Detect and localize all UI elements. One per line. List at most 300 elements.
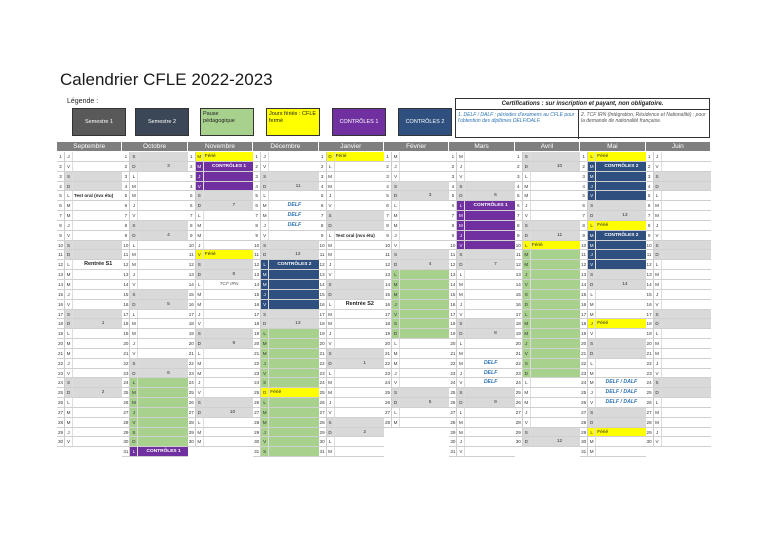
day-letter: S bbox=[327, 211, 335, 220]
day-number: 14 bbox=[646, 281, 652, 287]
day-number: 31 bbox=[319, 449, 325, 455]
day-letter: D bbox=[457, 329, 465, 338]
day-row bbox=[449, 428, 514, 438]
day-number: 21 bbox=[123, 350, 129, 356]
day-letter: M bbox=[196, 290, 204, 299]
day-letter: M bbox=[261, 280, 269, 289]
day-event bbox=[662, 211, 711, 220]
day-number: 6 bbox=[580, 201, 588, 210]
day-row bbox=[449, 319, 514, 329]
day-letter: D bbox=[457, 398, 465, 407]
day-number: 28 bbox=[450, 419, 456, 425]
day-number: 7 bbox=[253, 211, 261, 220]
day-letter: S bbox=[523, 359, 531, 368]
day-letter: S bbox=[196, 398, 204, 407]
day-row bbox=[57, 339, 122, 349]
day-row bbox=[384, 162, 449, 172]
day-event bbox=[596, 280, 645, 289]
day-number: 2 bbox=[515, 162, 523, 171]
day-letter: D bbox=[65, 319, 73, 328]
day-number: 3 bbox=[646, 172, 654, 181]
day-number: 24 bbox=[188, 380, 194, 386]
day-row bbox=[646, 418, 711, 428]
day-event bbox=[465, 152, 514, 161]
day-row bbox=[122, 359, 187, 369]
month-header: Mai bbox=[580, 142, 645, 151]
day-number: 24 bbox=[254, 380, 260, 386]
day-letter: L bbox=[327, 437, 335, 446]
month-column bbox=[580, 152, 645, 457]
day-event bbox=[465, 172, 514, 181]
day-letter: J bbox=[588, 182, 596, 191]
day-number: 2 bbox=[580, 162, 588, 171]
day-letter: J bbox=[261, 152, 269, 161]
day-letter: M bbox=[523, 329, 531, 338]
day-number: 26 bbox=[57, 400, 64, 406]
day-event bbox=[269, 349, 318, 358]
day-row bbox=[515, 211, 580, 221]
day-row bbox=[449, 211, 514, 221]
day-letter: V bbox=[65, 231, 73, 240]
day-event bbox=[138, 182, 187, 191]
day-row bbox=[253, 428, 318, 438]
day-letter: L bbox=[392, 408, 400, 417]
day-row bbox=[319, 270, 384, 280]
day-number: 16 bbox=[319, 301, 325, 307]
day-letter: D bbox=[130, 231, 138, 240]
day-row bbox=[384, 280, 449, 290]
day-event bbox=[204, 349, 253, 358]
day-row bbox=[122, 250, 187, 260]
day-number: 23 bbox=[188, 370, 194, 376]
day-event: CONTRÔLES 1 bbox=[465, 201, 514, 210]
day-row bbox=[253, 290, 318, 300]
day-letter: V bbox=[654, 369, 662, 378]
day-letter: M bbox=[523, 319, 531, 328]
day-event: Test oral (nvx étu) bbox=[74, 193, 114, 199]
day-letter: M bbox=[654, 270, 662, 279]
day-row bbox=[384, 398, 449, 408]
day-letter: D bbox=[65, 388, 73, 397]
day-row bbox=[515, 369, 580, 379]
day-event bbox=[73, 241, 122, 250]
day-number: 19 bbox=[57, 331, 64, 337]
week-number: 4 bbox=[167, 232, 170, 238]
day-row bbox=[646, 398, 711, 408]
day-number: 1 bbox=[253, 152, 261, 161]
day-letter: V bbox=[588, 398, 596, 407]
day-event bbox=[138, 437, 187, 446]
day-letter: M bbox=[327, 388, 335, 397]
day-row bbox=[122, 418, 187, 428]
day-row bbox=[449, 231, 514, 241]
day-letter: V bbox=[65, 300, 73, 309]
day-letter: D bbox=[523, 231, 531, 240]
day-letter: V bbox=[261, 300, 269, 309]
day-row bbox=[319, 182, 384, 192]
day-letter: M bbox=[130, 191, 138, 200]
day-number: 5 bbox=[188, 191, 196, 200]
day-letter: V bbox=[196, 250, 204, 259]
day-number: 18 bbox=[384, 321, 391, 327]
month-header: Octobre bbox=[122, 142, 187, 151]
day-number: 19 bbox=[319, 331, 325, 337]
day-letter: M bbox=[392, 418, 400, 427]
day-row bbox=[384, 182, 449, 192]
day-number: 26 bbox=[188, 400, 194, 406]
day-event bbox=[662, 319, 711, 328]
day-number: 25 bbox=[384, 390, 391, 396]
day-event: TCF IRN bbox=[219, 281, 239, 287]
day-number: 24 bbox=[646, 380, 652, 386]
day-event bbox=[269, 398, 318, 407]
day-number: 2 bbox=[449, 162, 457, 171]
day-row bbox=[57, 172, 122, 182]
day-number: 22 bbox=[646, 360, 652, 366]
day-letter: S bbox=[457, 388, 465, 397]
day-event bbox=[465, 191, 514, 200]
day-letter: V bbox=[457, 241, 465, 250]
day-event bbox=[531, 300, 580, 309]
day-letter: D bbox=[523, 369, 531, 378]
day-row bbox=[580, 211, 645, 221]
day-row bbox=[253, 310, 318, 320]
day-row bbox=[515, 290, 580, 300]
day-number: 27 bbox=[450, 409, 456, 415]
day-row bbox=[580, 428, 645, 438]
day-row bbox=[580, 437, 645, 447]
day-letter: L bbox=[130, 241, 138, 250]
day-event bbox=[73, 290, 122, 299]
day-event bbox=[662, 280, 711, 289]
day-row bbox=[449, 398, 514, 408]
day-event bbox=[531, 290, 580, 299]
day-number: 7 bbox=[57, 211, 65, 220]
day-row bbox=[188, 339, 253, 349]
day-row bbox=[646, 221, 711, 231]
day-number: 24 bbox=[581, 380, 587, 386]
day-number: 22 bbox=[188, 360, 194, 366]
day-event bbox=[138, 369, 187, 378]
day-event: Férié bbox=[204, 152, 253, 161]
day-row bbox=[580, 241, 645, 251]
day-row bbox=[449, 290, 514, 300]
day-event bbox=[662, 388, 711, 397]
day-event bbox=[596, 447, 645, 456]
day-row bbox=[122, 349, 187, 359]
day-letter: M bbox=[196, 152, 204, 161]
day-event bbox=[531, 182, 580, 191]
month-column bbox=[449, 152, 514, 457]
day-letter: V bbox=[654, 437, 662, 446]
day-event bbox=[662, 428, 711, 437]
day-event bbox=[400, 310, 449, 319]
day-number: 10 bbox=[254, 242, 260, 248]
day-row bbox=[253, 359, 318, 369]
day-row bbox=[515, 172, 580, 182]
day-number: 20 bbox=[581, 341, 587, 347]
day-letter: M bbox=[523, 398, 531, 407]
day-event bbox=[269, 172, 318, 181]
day-number: 27 bbox=[57, 409, 64, 415]
week-number: 10 bbox=[229, 409, 236, 415]
day-event bbox=[269, 437, 318, 446]
day-number: 8 bbox=[384, 221, 392, 230]
week-number: 9 bbox=[494, 400, 497, 406]
day-letter: M bbox=[654, 418, 662, 427]
day-row bbox=[319, 349, 384, 359]
day-number: 14 bbox=[319, 281, 325, 287]
day-letter: J bbox=[523, 270, 531, 279]
day-row bbox=[188, 221, 253, 231]
day-event bbox=[596, 437, 645, 446]
day-number: 31 bbox=[450, 449, 456, 455]
day-letter: J bbox=[196, 310, 204, 319]
day-letter: S bbox=[261, 310, 269, 319]
day-number: 11 bbox=[253, 250, 261, 259]
day-event bbox=[204, 300, 253, 309]
day-event bbox=[138, 310, 187, 319]
certifications-tcf: 2. TCF IRN (Intégration, Résidence et Nationalité) : pour la demande de nationalité française. bbox=[581, 112, 706, 125]
day-row bbox=[122, 388, 187, 398]
day-row bbox=[57, 300, 122, 310]
day-event bbox=[269, 428, 318, 437]
day-number: 3 bbox=[188, 172, 196, 181]
day-number: 23 bbox=[384, 370, 391, 376]
day-number: 18 bbox=[319, 321, 325, 327]
day-row bbox=[188, 329, 253, 339]
day-event bbox=[269, 191, 318, 200]
day-event bbox=[335, 418, 384, 427]
day-letter: D bbox=[588, 418, 596, 427]
day-event bbox=[596, 418, 645, 427]
week-number: 5 bbox=[167, 301, 170, 307]
day-row bbox=[319, 428, 384, 438]
day-event: DELF / DALF bbox=[605, 379, 638, 386]
day-row bbox=[580, 398, 645, 408]
day-event bbox=[400, 221, 449, 230]
day-letter: J bbox=[130, 201, 138, 210]
day-row bbox=[515, 388, 580, 398]
day-row bbox=[646, 388, 711, 398]
day-letter: L bbox=[457, 339, 465, 348]
day-number: 16 bbox=[450, 301, 456, 307]
day-letter: M bbox=[588, 369, 596, 378]
day-row bbox=[646, 231, 711, 241]
day-event bbox=[400, 408, 449, 417]
day-row bbox=[515, 152, 580, 162]
day-number: 21 bbox=[188, 350, 194, 356]
day-row bbox=[57, 241, 122, 251]
day-row bbox=[449, 221, 514, 231]
day-event bbox=[204, 359, 253, 368]
day-event bbox=[400, 388, 449, 397]
day-number: 17 bbox=[319, 311, 325, 317]
day-row bbox=[253, 388, 318, 398]
day-event: DELF bbox=[287, 212, 302, 219]
day-letter: D bbox=[196, 408, 204, 417]
day-row bbox=[122, 408, 187, 418]
day-row bbox=[515, 280, 580, 290]
day-row bbox=[188, 231, 253, 241]
day-event bbox=[596, 211, 645, 220]
day-number: 10 bbox=[450, 242, 456, 248]
day-number: 19 bbox=[123, 331, 129, 337]
day-letter: S bbox=[65, 172, 73, 181]
day-letter: J bbox=[654, 428, 662, 437]
day-letter: M bbox=[65, 280, 73, 289]
day-letter: J bbox=[654, 359, 662, 368]
day-number: 16 bbox=[515, 301, 521, 307]
day-row bbox=[253, 231, 318, 241]
day-row bbox=[384, 418, 449, 428]
day-number: 13 bbox=[450, 272, 456, 278]
day-letter: D bbox=[130, 369, 138, 378]
day-row bbox=[319, 339, 384, 349]
day-letter: J bbox=[130, 270, 138, 279]
day-letter: M bbox=[457, 349, 465, 358]
day-number: 27 bbox=[319, 409, 325, 415]
day-letter: V bbox=[327, 201, 335, 210]
day-event bbox=[400, 290, 449, 299]
day-letter: S bbox=[523, 428, 531, 437]
day-letter: L bbox=[392, 339, 400, 348]
day-event bbox=[596, 250, 645, 259]
week-number: 12 bbox=[295, 252, 301, 258]
day-number: 22 bbox=[319, 360, 325, 366]
day-number: 17 bbox=[646, 311, 652, 317]
day-number: 29 bbox=[646, 429, 652, 435]
day-number: 10 bbox=[123, 242, 129, 248]
day-event bbox=[662, 378, 711, 387]
day-row bbox=[188, 428, 253, 438]
day-row bbox=[122, 260, 187, 270]
day-letter: M bbox=[261, 201, 269, 210]
day-row bbox=[188, 378, 253, 388]
day-letter: V bbox=[654, 231, 662, 240]
day-letter: S bbox=[523, 152, 531, 161]
day-letter: M bbox=[523, 250, 531, 259]
day-number: 22 bbox=[123, 360, 129, 366]
day-event bbox=[400, 418, 449, 427]
day-number: 2 bbox=[646, 162, 654, 171]
day-number: 10 bbox=[515, 242, 521, 248]
day-row bbox=[515, 270, 580, 280]
day-event bbox=[465, 182, 514, 191]
day-number: 8 bbox=[319, 221, 327, 230]
day-event bbox=[400, 260, 449, 269]
day-letter: V bbox=[457, 378, 465, 387]
day-event bbox=[73, 388, 122, 397]
day-letter: J bbox=[392, 369, 400, 378]
day-number: 18 bbox=[123, 321, 129, 327]
day-letter: V bbox=[196, 388, 204, 397]
day-number: 2 bbox=[253, 162, 261, 171]
day-number: 10 bbox=[188, 242, 194, 248]
day-row bbox=[253, 349, 318, 359]
day-letter: D bbox=[327, 221, 335, 230]
day-number: 9 bbox=[384, 231, 392, 240]
day-number: 24 bbox=[123, 380, 129, 386]
day-row bbox=[384, 329, 449, 339]
day-event bbox=[335, 437, 384, 446]
day-number: 8 bbox=[253, 221, 261, 230]
day-row bbox=[449, 182, 514, 192]
day-event bbox=[269, 241, 318, 250]
day-letter: S bbox=[196, 329, 204, 338]
day-event bbox=[138, 418, 187, 427]
day-number: 12 bbox=[450, 262, 456, 268]
day-row bbox=[515, 359, 580, 369]
day-letter: V bbox=[588, 260, 596, 269]
day-number: 25 bbox=[188, 390, 194, 396]
day-event bbox=[138, 241, 187, 250]
day-number: 6 bbox=[253, 201, 261, 210]
day-event bbox=[269, 300, 318, 309]
day-event bbox=[73, 319, 122, 328]
week-number: 8 bbox=[232, 272, 236, 278]
day-letter: V bbox=[261, 437, 269, 446]
day-letter: S bbox=[196, 191, 204, 200]
day-letter: J bbox=[523, 408, 531, 417]
day-letter: M bbox=[457, 359, 465, 368]
day-letter: L bbox=[327, 162, 335, 171]
day-number: 20 bbox=[57, 341, 64, 347]
day-letter: S bbox=[327, 418, 335, 427]
day-letter: V bbox=[392, 241, 400, 250]
month-header: Décembre bbox=[253, 142, 318, 151]
day-event: Rentrée S1 bbox=[84, 261, 113, 268]
day-event: CONTRÔLES 2 bbox=[269, 260, 318, 269]
day-number: 11 bbox=[384, 250, 392, 259]
day-number: 8 bbox=[580, 221, 588, 230]
day-event bbox=[531, 270, 580, 279]
day-event bbox=[335, 260, 384, 269]
month-header: Janvier bbox=[319, 142, 384, 151]
day-row bbox=[384, 408, 449, 418]
day-number: 28 bbox=[646, 419, 652, 425]
day-number: 25 bbox=[57, 390, 64, 396]
day-event bbox=[465, 270, 514, 279]
day-row bbox=[580, 408, 645, 418]
day-number: 5 bbox=[646, 191, 654, 200]
day-number: 1 bbox=[449, 152, 457, 161]
day-number: 14 bbox=[123, 281, 129, 287]
day-number: 27 bbox=[188, 409, 194, 415]
day-letter: M bbox=[130, 388, 138, 397]
day-letter: M bbox=[523, 388, 531, 397]
day-number: 13 bbox=[646, 272, 652, 278]
day-event: DELF bbox=[287, 202, 302, 209]
day-event bbox=[596, 359, 645, 368]
day-letter: J bbox=[196, 241, 204, 250]
day-letter: L bbox=[261, 398, 269, 407]
day-event bbox=[400, 300, 449, 309]
day-event bbox=[465, 329, 514, 338]
day-row bbox=[57, 378, 122, 388]
day-letter: J bbox=[654, 290, 662, 299]
day-row bbox=[253, 369, 318, 379]
day-event bbox=[335, 349, 384, 358]
day-number: 23 bbox=[515, 370, 521, 376]
day-letter: S bbox=[196, 260, 204, 269]
day-letter: M bbox=[196, 428, 204, 437]
day-number: 27 bbox=[515, 409, 521, 415]
day-event: CONTRÔLES 2 bbox=[596, 162, 645, 171]
day-row bbox=[449, 300, 514, 310]
day-event bbox=[596, 191, 645, 200]
day-event bbox=[596, 172, 645, 181]
